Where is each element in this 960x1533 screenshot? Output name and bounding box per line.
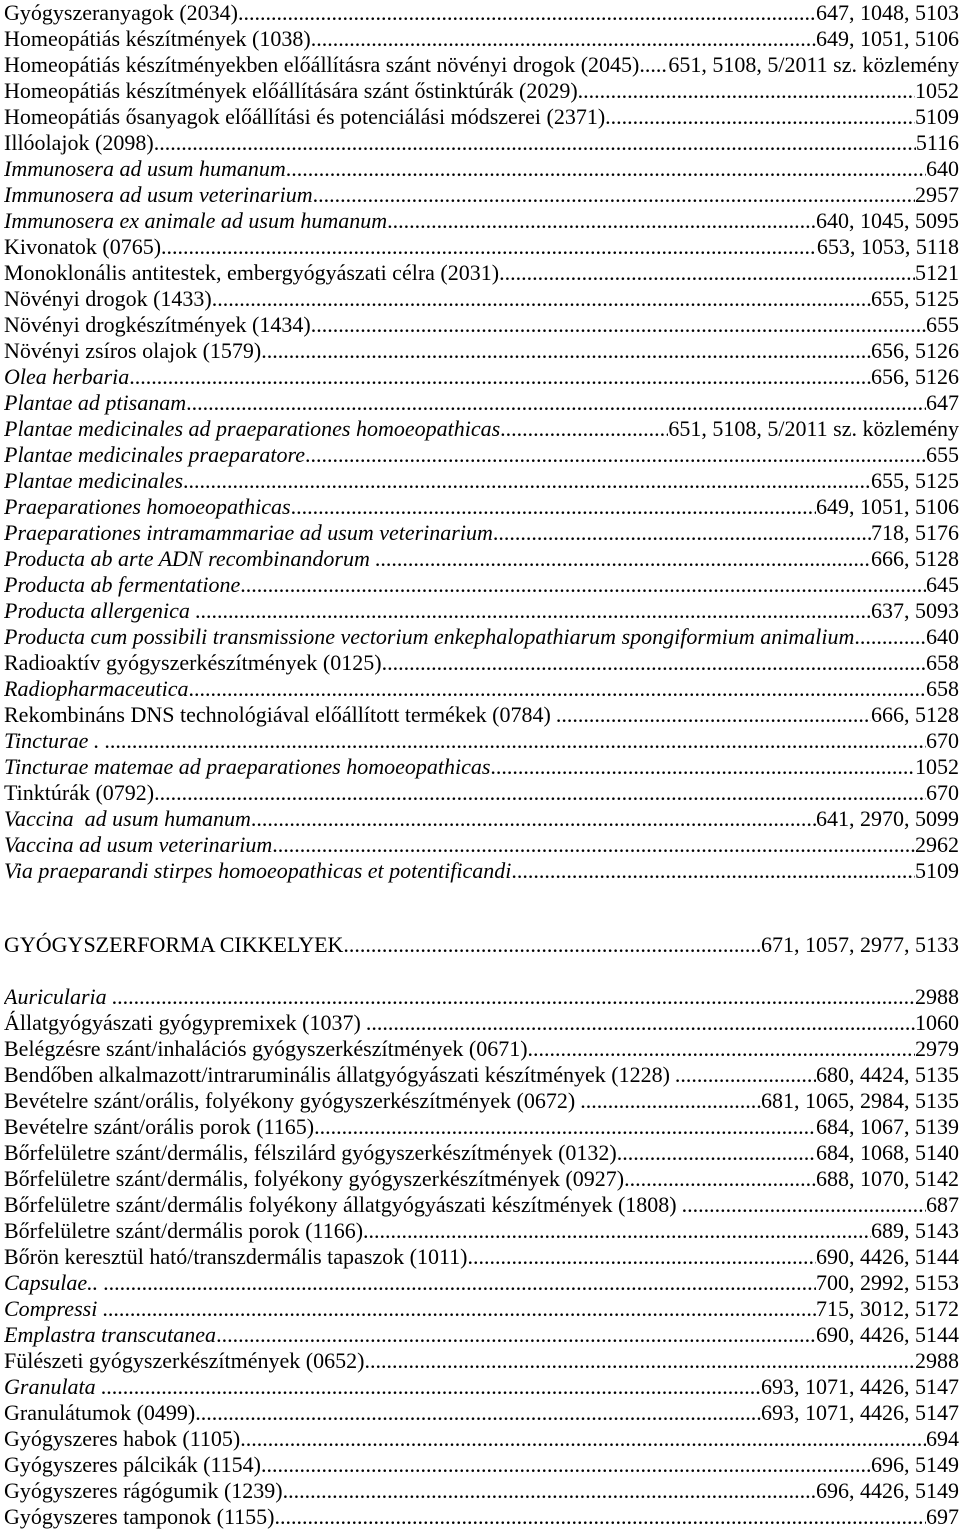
entry-pages: 653, 1053, 5118 xyxy=(816,234,959,259)
entry-term: Bőrön keresztül ható/transzdermális tapaszok (1011) xyxy=(4,1244,468,1269)
index-entry xyxy=(4,728,959,754)
entry-pages: 637, 5093 xyxy=(871,598,959,623)
entry-pages: 2957 xyxy=(915,182,959,207)
dot-leader xyxy=(311,312,926,338)
dot-leader xyxy=(556,702,871,728)
entry-pages: 5121 xyxy=(915,260,959,285)
entry-pages: 5109 xyxy=(915,104,959,129)
entry-pages: 656, 5126 xyxy=(871,364,959,389)
index-entry xyxy=(4,832,959,858)
entry-term: Tincturae . xyxy=(4,728,100,753)
dot-leader xyxy=(104,728,926,754)
entry-term: Bőrfelületre szánt/dermális, folyékony gyógyszerkészítmények (0927) xyxy=(4,1166,625,1191)
dot-leader xyxy=(183,468,871,494)
index-entry xyxy=(4,234,959,260)
dot-leader xyxy=(216,1322,816,1348)
entry-term: Via praeparandi stirpes homoeopathicas et potentificandi xyxy=(4,858,512,883)
entry-term: Plantae medicinales praeparatore xyxy=(4,442,306,467)
index-entry xyxy=(4,1244,959,1270)
dot-leader xyxy=(154,130,916,156)
entry-pages: 688, 1070, 5142 xyxy=(816,1166,959,1191)
dot-leader xyxy=(240,572,926,598)
entry-term: Praeparationes intramammariae ad usum veterinarium xyxy=(4,520,493,545)
index-entry xyxy=(4,26,959,52)
entry-pages: 694 xyxy=(926,1426,959,1451)
entry-pages: 655 xyxy=(926,312,959,337)
entry-pages: 656, 5126 xyxy=(871,338,959,363)
entry-term: Növényi drogok (1433) xyxy=(4,286,212,311)
entry-term: Plantae medicinales ad praeparationes homoeopathicas xyxy=(4,416,501,441)
entry-pages: 693, 1071, 4426, 5147 xyxy=(761,1374,959,1399)
entry-term: Plantae medicinales xyxy=(4,468,184,493)
entry-pages: 640 xyxy=(926,156,959,181)
index-entry xyxy=(4,286,959,312)
entry-pages: 649, 1051, 5106 xyxy=(816,26,959,51)
entry-term: Növényi drogkészítmények (1434) xyxy=(4,312,311,337)
entry-pages: 666, 5128 xyxy=(871,702,959,727)
index-entry xyxy=(4,78,959,104)
entry-pages: 690, 4426, 5144 xyxy=(816,1244,959,1269)
index-entry xyxy=(4,1036,959,1062)
entry-term: Tincturae matemae ad praeparationes homoeopathicas xyxy=(4,754,491,779)
dot-leader xyxy=(129,364,871,390)
dot-leader xyxy=(682,1192,926,1218)
dot-leader xyxy=(286,156,926,182)
entry-term: Homeopátiás készítményekben előállításra szánt növényi drogok (2045) xyxy=(4,52,640,77)
entry-pages: 5116 xyxy=(915,130,959,155)
entry-term: Olea herbaria xyxy=(4,364,130,389)
dot-leader xyxy=(261,1452,871,1478)
index-entry xyxy=(4,1062,959,1088)
index-entry xyxy=(4,650,959,676)
dot-leader xyxy=(605,104,915,130)
entry-term: Tinktúrák (0792) xyxy=(4,780,155,805)
entry-pages: 649, 1051, 5106 xyxy=(816,494,959,519)
entry-term: Capsulae.. xyxy=(4,1270,99,1295)
index-entry xyxy=(4,1478,959,1504)
dot-leader xyxy=(311,26,816,52)
index-entry xyxy=(4,1114,959,1140)
entry-term: Homeopátiás készítmények előállítására szánt őstinktúrák (2029) xyxy=(4,78,578,103)
dot-leader xyxy=(343,932,761,958)
dot-leader xyxy=(387,208,816,234)
index-entry xyxy=(4,858,959,884)
dot-leader xyxy=(675,1062,816,1088)
dosage-forms-list xyxy=(4,984,960,1530)
entry-pages: 2988 xyxy=(915,984,959,1009)
index-entry xyxy=(4,364,959,390)
dot-leader xyxy=(639,52,668,78)
entry-term: Kivonatok (0765) xyxy=(4,234,162,259)
entry-pages: 684, 1068, 5140 xyxy=(816,1140,959,1165)
index-entry xyxy=(4,1218,959,1244)
entry-term: Rekombináns DNS technológiával előállított termékek (0784) xyxy=(4,702,551,727)
dot-leader xyxy=(102,1296,816,1322)
entry-term: Homeopátiás ősanyagok előállítási és potenciálási módszerei (2371) xyxy=(4,104,606,129)
dot-leader xyxy=(274,1504,926,1530)
entry-term: Emplastra transcutanea xyxy=(4,1322,217,1347)
entry-term: Fülészeti gyógyszerkészítmények (0652) xyxy=(4,1348,365,1373)
entry-pages: 666, 5128 xyxy=(871,546,959,571)
entry-term: Auricularia xyxy=(4,984,107,1009)
index-entry xyxy=(4,1192,959,1218)
index-entry xyxy=(4,442,959,468)
dot-leader xyxy=(314,1114,816,1140)
dot-leader xyxy=(186,390,926,416)
entry-term: Belégzésre szánt/inhalációs gyógyszerkészítmények (0671) xyxy=(4,1036,528,1061)
entry-pages: 1052 xyxy=(915,754,959,779)
entry-pages: 651, 5108, 5/2011 sz. közlemény xyxy=(668,52,959,77)
entry-term: Granulátumok (0499) xyxy=(4,1400,196,1425)
entry-pages: 700, 2992, 5153 xyxy=(816,1270,959,1295)
entry-pages: 1060 xyxy=(915,1010,959,1035)
entry-pages: 655, 5125 xyxy=(871,468,959,493)
entry-pages: 658 xyxy=(926,650,959,675)
entry-pages: 715, 3012, 5172 xyxy=(816,1296,959,1321)
entry-pages: 651, 5108, 5/2011 sz. közlemény xyxy=(668,416,959,441)
entry-term: Homeopátiás készítmények (1038) xyxy=(4,26,311,51)
section-heading-title: GYÓGYSZERFORMA CIKKELYEK xyxy=(4,932,344,957)
dot-leader xyxy=(490,754,915,780)
entry-term: Gyógyszeres tamponok (1155) xyxy=(4,1504,275,1529)
entry-term: Illóolajok (2098) xyxy=(4,130,154,155)
dot-leader xyxy=(212,286,871,312)
index-entry xyxy=(4,702,959,728)
index-entry xyxy=(4,598,959,624)
index-list xyxy=(4,0,960,884)
entry-pages: 640, 1045, 5095 xyxy=(816,208,959,233)
entry-pages: 2962 xyxy=(915,832,959,857)
entry-term: Immunosera ex animale ad usum humanum xyxy=(4,208,388,233)
index-entry xyxy=(4,338,959,364)
entry-term: Gyógyszeres habok (1105) xyxy=(4,1426,241,1451)
index-entry xyxy=(4,52,959,78)
index-entry xyxy=(4,1374,959,1400)
entry-pages: 645 xyxy=(926,572,959,597)
entry-term: Radioaktív gyógyszerkészítmények (0125) xyxy=(4,650,382,675)
index-entry xyxy=(4,676,959,702)
entry-pages: 718, 5176 xyxy=(871,520,959,545)
entry-pages: 696, 4426, 5149 xyxy=(816,1478,959,1503)
index-entry xyxy=(4,156,959,182)
index-entry xyxy=(4,208,959,234)
index-entry xyxy=(4,520,959,546)
dot-leader xyxy=(272,832,915,858)
entry-term: Növényi zsíros olajok (1579) xyxy=(4,338,262,363)
index-entry xyxy=(4,546,959,572)
entry-pages: 641, 2970, 5099 xyxy=(816,806,959,831)
entry-term: Gyógyszeranyagok (2034) xyxy=(4,0,238,25)
entry-term: Producta ab arte ADN recombinandorum xyxy=(4,546,370,571)
dot-leader xyxy=(291,494,816,520)
entry-term: Gyógyszeres rágógumik (1239) xyxy=(4,1478,283,1503)
entry-term: Bevételre szánt/orális, folyékony gyógyszerkészítmények (0672) xyxy=(4,1088,576,1113)
dot-leader xyxy=(528,1036,915,1062)
dot-leader xyxy=(382,650,926,676)
entry-term: Producta allergenica xyxy=(4,598,190,623)
entry-pages: 670 xyxy=(926,728,959,753)
entry-term: Praeparationes homoeopathicas xyxy=(4,494,291,519)
entry-pages: 670 xyxy=(926,780,959,805)
index-entry xyxy=(4,1426,959,1452)
entry-pages: 658 xyxy=(926,676,959,701)
dot-leader xyxy=(154,780,926,806)
entry-term: Bendőben alkalmazott/intraruminális állatgyógyászati készítmények (1228) xyxy=(4,1062,670,1087)
entry-pages: 696, 5149 xyxy=(871,1452,959,1477)
index-entry xyxy=(4,1270,959,1296)
dot-leader xyxy=(189,676,926,702)
entry-term: Vaccina ad usum humanum xyxy=(4,806,251,831)
index-entry xyxy=(4,1296,959,1322)
entry-term: Gyógyszeres pálcikák (1154) xyxy=(4,1452,261,1477)
entry-term: Bőrfelületre szánt/dermális, félszilárd gyógyszerkészítmények (0132) xyxy=(4,1140,617,1165)
entry-pages: 2988 xyxy=(915,1348,959,1373)
dot-leader xyxy=(240,1426,926,1452)
index-entry xyxy=(4,390,959,416)
entry-pages: 689, 5143 xyxy=(871,1218,959,1243)
section-heading-pages: 671, 1057, 2977, 5133 xyxy=(761,932,959,957)
index-entry xyxy=(4,1348,959,1374)
index-entry xyxy=(4,572,959,598)
entry-pages: 681, 1065, 2984, 5135 xyxy=(761,1088,959,1113)
index-entry xyxy=(4,416,959,442)
entry-term: Bevételre szánt/orális porok (1165) xyxy=(4,1114,315,1139)
entry-pages: 687 xyxy=(926,1192,959,1217)
dot-leader xyxy=(499,260,915,286)
dot-leader xyxy=(363,1218,871,1244)
entry-term: Producta cum possibili transmissione vectorium enkephalopathiarum spongiformium animalium xyxy=(4,624,855,649)
index-entry xyxy=(4,494,959,520)
index-entry xyxy=(4,1452,959,1478)
index-entry xyxy=(4,984,959,1010)
entry-term: Compressi xyxy=(4,1296,98,1321)
index-entry xyxy=(4,0,959,26)
entry-pages: 684, 1067, 5139 xyxy=(816,1114,959,1139)
entry-pages: 5109 xyxy=(915,858,959,883)
dot-leader xyxy=(195,598,871,624)
dot-leader xyxy=(261,338,871,364)
entry-term: Immunosera ad usum veterinarium xyxy=(4,182,313,207)
dot-leader xyxy=(364,1348,915,1374)
index-entry xyxy=(4,1010,959,1036)
dot-leader xyxy=(493,520,871,546)
entry-term: Immunosera ad usum humanum xyxy=(4,156,286,181)
dot-leader xyxy=(103,1270,816,1296)
entry-pages: 2979 xyxy=(915,1036,959,1061)
dot-leader xyxy=(283,1478,816,1504)
dot-leader xyxy=(305,442,926,468)
dot-leader xyxy=(467,1244,816,1270)
index-entry xyxy=(4,104,959,130)
dot-leader xyxy=(313,182,915,208)
dot-leader xyxy=(500,416,668,442)
entry-term: Bőrfelületre szánt/dermális folyékony állatgyógyászati készítmények (1808) xyxy=(4,1192,677,1217)
dot-leader xyxy=(366,1010,915,1036)
dot-leader xyxy=(617,1140,816,1166)
dot-leader xyxy=(854,624,926,650)
section-heading xyxy=(4,932,959,958)
dot-leader xyxy=(238,0,816,26)
index-entry xyxy=(4,1400,959,1426)
index-entry xyxy=(4,1166,959,1192)
entry-pages: 693, 1071, 4426, 5147 xyxy=(761,1400,959,1425)
entry-pages: 647 xyxy=(926,390,959,415)
index-entry xyxy=(4,1088,959,1114)
entry-term: Bőrfelületre szánt/dermális porok (1166) xyxy=(4,1218,364,1243)
index-entry xyxy=(4,754,959,780)
index-entry xyxy=(4,1140,959,1166)
entry-term: Állatgyógyászati gyógypremixek (1037) xyxy=(4,1010,361,1035)
entry-pages: 697 xyxy=(926,1504,959,1529)
dot-leader xyxy=(251,806,816,832)
entry-term: Granulata xyxy=(4,1374,96,1399)
entry-term: Radiopharmaceutica xyxy=(4,676,189,701)
entry-term: Plantae ad ptisanam xyxy=(4,390,187,415)
index-entry xyxy=(4,182,959,208)
index-entry xyxy=(4,312,959,338)
entry-term: Monoklonális antitestek, embergyógyászati célra (2031) xyxy=(4,260,500,285)
index-entry xyxy=(4,468,959,494)
dot-leader xyxy=(161,234,817,260)
entry-pages: 1052 xyxy=(915,78,959,103)
dot-leader xyxy=(375,546,871,572)
index-entry xyxy=(4,1504,959,1530)
index-entry xyxy=(4,624,959,650)
index-entry xyxy=(4,780,959,806)
dot-leader xyxy=(580,1088,761,1114)
index-entry xyxy=(4,130,959,156)
dot-leader xyxy=(578,78,915,104)
index-entry xyxy=(4,1322,959,1348)
index-entry xyxy=(4,806,959,832)
dot-leader xyxy=(624,1166,816,1192)
dot-leader xyxy=(101,1374,761,1400)
entry-pages: 655, 5125 xyxy=(871,286,959,311)
entry-pages: 690, 4426, 5144 xyxy=(816,1322,959,1347)
entry-pages: 647, 1048, 5103 xyxy=(816,0,959,25)
entry-pages: 640 xyxy=(926,624,959,649)
entry-term: Vaccina ad usum veterinarium xyxy=(4,832,273,857)
entry-pages: 655 xyxy=(926,442,959,467)
index-entry xyxy=(4,260,959,286)
dot-leader xyxy=(511,858,915,884)
entry-pages: 680, 4424, 5135 xyxy=(816,1062,959,1087)
entry-term: Producta ab fermentatione xyxy=(4,572,241,597)
dot-leader xyxy=(112,984,915,1010)
dot-leader xyxy=(195,1400,761,1426)
